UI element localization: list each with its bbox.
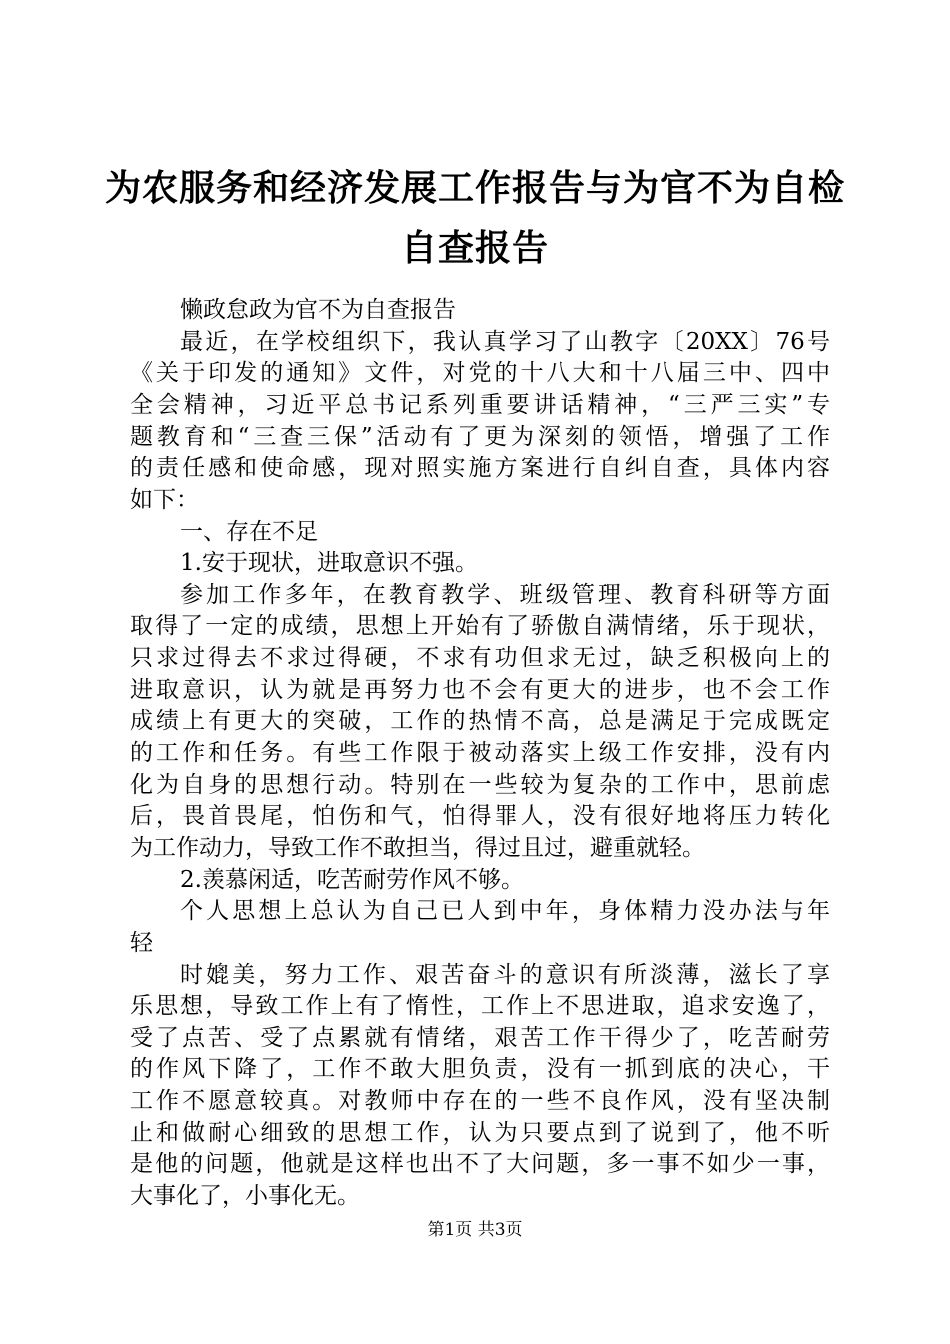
subsection-heading: 2.羡慕闲适，吃苦耐劳作风不够。 — [180, 867, 524, 893]
body-line: 轻 — [130, 930, 153, 956]
body-line: 工作不愿意较真。对教师中存在的一些不良作风，没有坚决制 — [130, 1088, 830, 1114]
body-line: 《关于印发的通知》文件，对党的十八大和十八届三中、四中 — [130, 360, 830, 386]
body-line: 参加工作多年，在教育教学、班级管理、教育科研等方面 — [180, 582, 830, 608]
document-title-line-2: 自查报告 — [400, 227, 549, 269]
body-line: 的工作和任务。有些工作限于被动落实上级工作安排，没有内 — [130, 740, 830, 766]
body-line: 乐思想，导致工作上有了惰性，工作上不思进取，追求安逸了， — [130, 993, 830, 1019]
body-line: 题教育和“三查三保”活动有了更为深刻的领悟，增强了工作 — [130, 424, 830, 450]
body-line: 如下： — [130, 487, 199, 513]
document-title-line-1: 为农服务和经济发展工作报告与为官不为自检 — [104, 167, 845, 209]
body-line: 后，畏首畏尾，怕伤和气，怕得罪人，没有很好地将压力转化 — [130, 803, 830, 829]
page-footer: 第1页 共3页 — [427, 1220, 523, 1240]
body-line: 化为自身的思想行动。特别在一些较为复杂的工作中，思前虑 — [130, 772, 830, 798]
body-line: 成绩上有更大的突破，工作的热情不高，总是满足于完成既定 — [130, 708, 830, 734]
body-line: 取得了一定的成绩，思想上开始有了骄傲自满情绪，乐于现状， — [130, 613, 830, 639]
body-line: 最近，在学校组织下，我认真学习了山教字〔20XX〕76号 — [180, 329, 830, 355]
body-line: 全会精神，习近平总书记系列重要讲话精神，“三严三实”专 — [130, 392, 830, 418]
body-line: 只求过得去不求过得硬，不求有功但求无过，缺乏积极向上的 — [130, 645, 830, 671]
section-heading: 一、存在不足 — [180, 519, 318, 545]
body-line: 懒政怠政为官不为自查报告 — [180, 297, 456, 323]
subsection-heading: 1.安于现状，进取意识不强。 — [180, 550, 478, 576]
body-line: 的作风下降了，工作不敢大胆负责，没有一抓到底的决心，干 — [130, 1056, 830, 1082]
body-line: 是他的问题，他就是这样也出不了大问题，多一事不如少一事， — [130, 1151, 830, 1177]
body-line: 大事化了，小事化无。 — [130, 1183, 360, 1209]
body-line: 时媲美，努力工作、艰苦奋斗的意识有所淡薄，滋长了享 — [180, 962, 830, 988]
body-line: 的责任感和使命感，现对照实施方案进行自纠自查，具体内容 — [130, 455, 830, 481]
body-line: 止和做耐心细致的思想工作，认为只要点到了说到了，他不听 — [130, 1120, 830, 1146]
body-line: 进取意识，认为就是再努力也不会有更大的进步，也不会工作 — [130, 677, 830, 703]
body-line: 受了点苦、受了点累就有情绪，艰苦工作干得少了，吃苦耐劳 — [130, 1025, 830, 1051]
body-line: 个人思想上总认为自己已人到中年，身体精力没办法与年 — [180, 898, 830, 924]
body-line: 为工作动力，导致工作不敢担当，得过且过，避重就轻。 — [130, 835, 705, 861]
